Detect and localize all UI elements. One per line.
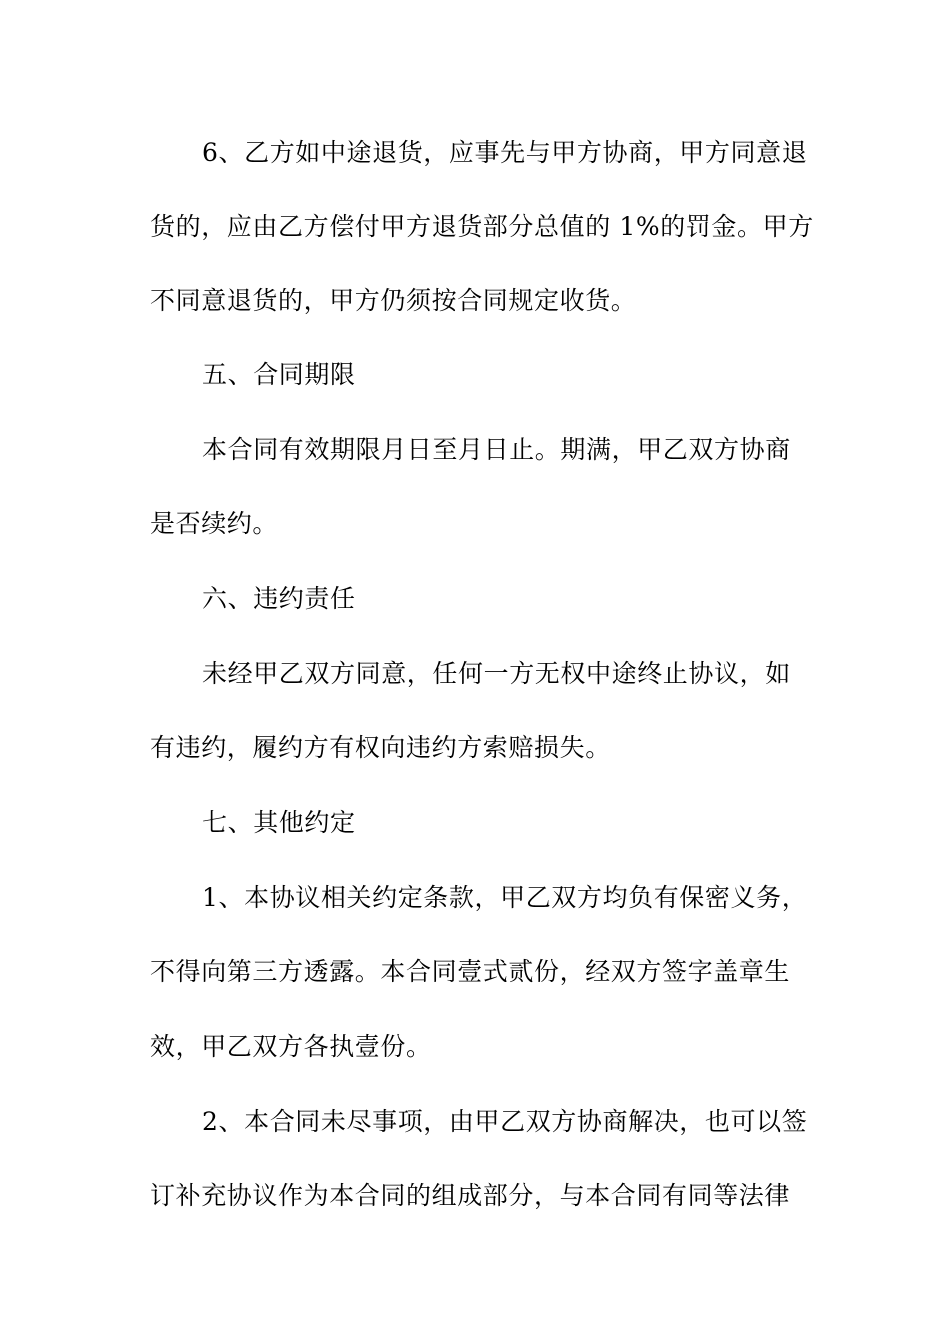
paragraph-line: 不同意退货的，甲方仍须按合同规定收货。 [150, 286, 637, 315]
paragraph-line: 2、本合同未尽事项，由甲乙双方协商解决，也可以签 [202, 1107, 808, 1136]
paragraph-line: 货的，应由乙方偿付甲方退货部分总值的 1%的罚金。甲方 [150, 212, 814, 241]
paragraph-line: 1、本协议相关约定条款，甲乙双方均负有保密义务， [202, 883, 808, 912]
paragraph-line: 6、乙方如中途退货，应事先与甲方协商，甲方同意退 [202, 138, 808, 167]
paragraph-line: 是否续约。 [150, 509, 279, 538]
paragraph-line: 订补充协议作为本合同的组成部分，与本合同有同等法律 [150, 1181, 791, 1210]
paragraph-line: 有违约，履约方有权向违约方索赔损失。 [150, 733, 611, 762]
section-heading: 七、其他约定 [202, 808, 356, 837]
paragraph-line: 未经甲乙双方同意，任何一方无权中途终止协议，如 [202, 659, 791, 688]
paragraph-line: 不得向第三方透露。本合同壹式贰份，经双方签字盖章生 [150, 957, 791, 986]
paragraph-line: 效，甲乙双方各执壹份。 [150, 1032, 432, 1061]
section-heading: 五、合同期限 [202, 360, 356, 389]
paragraph-line: 本合同有效期限月日至月日止。期满，甲乙双方协商 [202, 435, 791, 464]
section-heading: 六、违约责任 [202, 584, 356, 613]
